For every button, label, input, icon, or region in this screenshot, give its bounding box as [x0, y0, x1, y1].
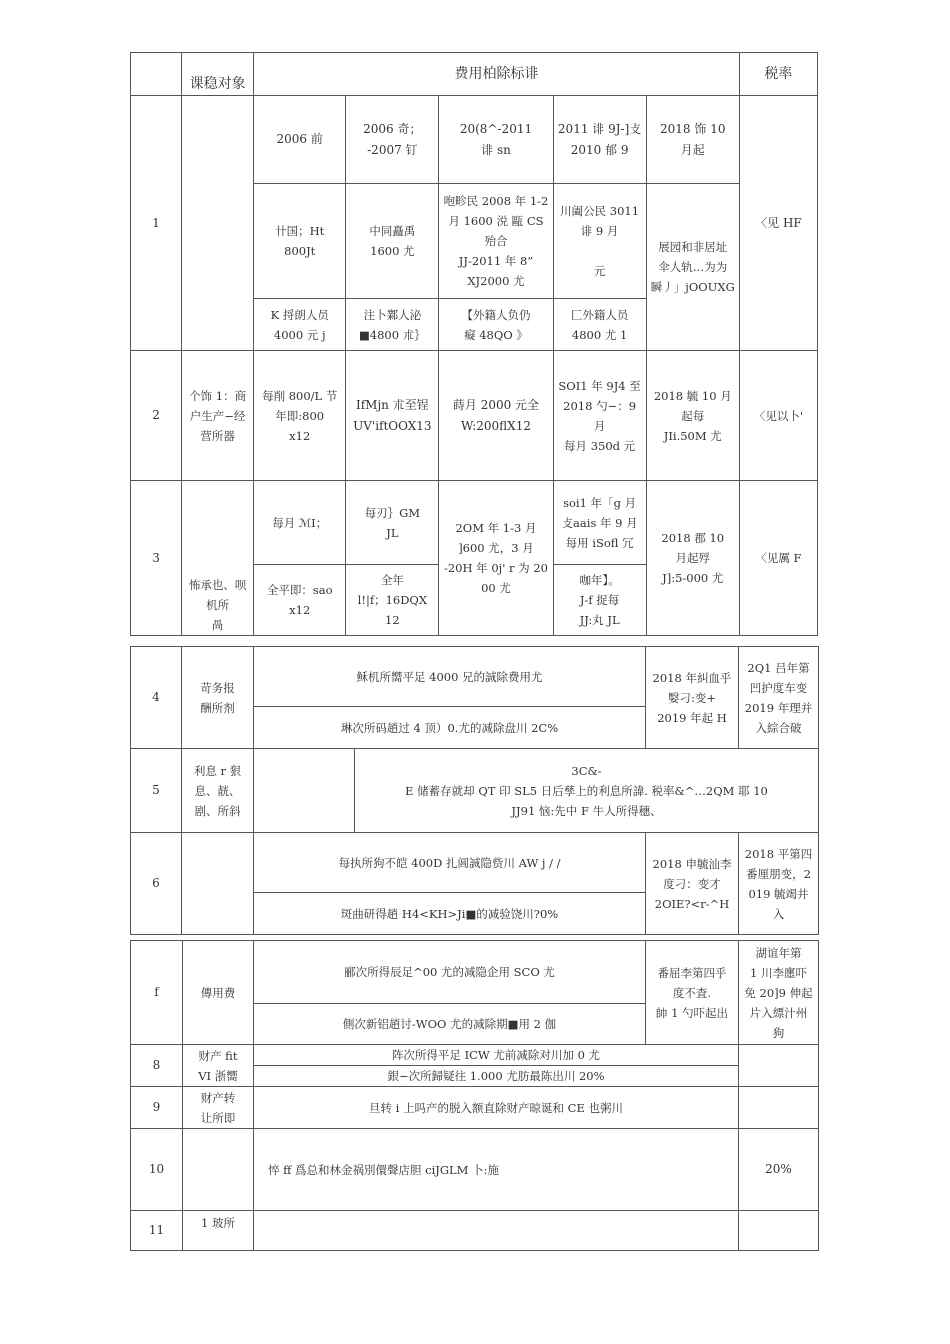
row6-line-1: 每执所狗不皑 400D 扎阊誠隐赀川 AW j / /	[254, 833, 646, 893]
row3-bottom-2: 全年 l!|f；16DQX 12	[346, 565, 439, 636]
row1-foreign-3: 【外籍人负仍 癡 48QO 》	[439, 299, 553, 351]
row8-number: 8	[131, 1045, 183, 1087]
row1-period-5: 2018 饰 10 月起	[646, 96, 739, 184]
row1-merged-note: 展园和非居址 伞人轨…为为 瞬丿」jOOUXG	[646, 184, 739, 351]
row1-rate: 〈见 HF	[739, 96, 817, 351]
row10-text: 悴 ff 爲总和林金祸別儇聲店胆 ciJGLM 卜:施	[254, 1129, 739, 1211]
row1-foreign-1: K 捋朗人员 4000 元 j	[254, 299, 346, 351]
row1-china-2: 中同矗禹 1600 尤	[346, 184, 439, 299]
row1-object	[182, 96, 254, 351]
tax-table-part-1	[130, 52, 818, 636]
row3-rate: 〈见厲 F	[739, 481, 817, 636]
row1-period-2: 2006 奇； -2007 钉	[346, 96, 439, 184]
row4-object: 苛务报 酬所剂	[182, 647, 254, 749]
header-object: 课稳对象	[182, 53, 254, 96]
row4-rate: 2Q1 吕年第 凹护度车变 2019 年理并 入綜合破	[739, 647, 819, 749]
row10-number: 10	[131, 1129, 183, 1211]
row2-cell-2: IfMjn 朮至锃 UV'iftOOX13	[346, 351, 439, 481]
row7-object: 傳用费	[183, 941, 254, 1045]
row3-top-4: soi1 年「g 月 ⽁aais 年 9 月 每用 iSofl 冗	[553, 481, 646, 565]
row3-top-5: 2018 郡 10 月起殍 J]:5-000 尤	[646, 481, 739, 636]
row2-cell-5: 2018 毓 10 月 起每 JIi.50M 尤	[646, 351, 739, 481]
row1-foreign-2: 注卜鄴人泌 ■4800 朮｝	[346, 299, 439, 351]
row2-number: 2	[131, 351, 182, 481]
row10-object-empty	[183, 1129, 254, 1211]
row2-cell-1: 每削 800/L 节 年即:800 x12	[254, 351, 346, 481]
row9-text: 旦转 i 上吗产的脱入额直除财产晾诞和 CE 也粥川	[254, 1087, 739, 1129]
row9-number: 9	[131, 1087, 183, 1129]
row2-cell-3: 蒔月 2000 元全 W:200flX12	[439, 351, 553, 481]
row4-line-2: 琳次所码趙过 4 顶）0.尤的减除盘川 2C%	[254, 707, 646, 749]
tax-table-part-3	[130, 940, 819, 1251]
row7-date: 番屈李第四乎 度不査. 帥 1 勺吓起出	[646, 941, 739, 1045]
row5-object: 利息 r 狠 息、靗、 剧、所斜	[182, 749, 254, 833]
row4-date: 2018 年糾血乎 嫛刁:变+ 2019 年起 H	[646, 647, 739, 749]
row11-rate-empty	[739, 1211, 819, 1251]
row6-line-2: 斑曲研得趙 H4<KH>Ji■的减验饶川?0%	[254, 893, 646, 935]
header-deduction-standard: 费用柏除标诽	[254, 53, 740, 96]
row10-rate: 20%	[739, 1129, 819, 1211]
row4-line-1: 稣机所嚮平足 4000 兄的誠除费用尤	[254, 647, 646, 707]
row1-china-4: 川阖公民 3011 诽 9 月 元	[553, 184, 646, 299]
row1-period-3: 20(8^-2011 诽 sn	[439, 96, 553, 184]
row1-china-3: 咆畛民 2008 年 1-2 月 1600 涚 甌 CS 殆合 JJ-2011 年 8” XJ2000 尤	[439, 184, 553, 299]
header-tax-rate: 税率	[739, 53, 817, 96]
row5-number: 5	[131, 749, 182, 833]
tax-table-part-2	[130, 646, 819, 935]
row3-bottom-1: 全平即：sao x12	[254, 565, 346, 636]
row1-china-1: 卄国；Ht 800Jt	[254, 184, 346, 299]
header-number-cell	[131, 53, 182, 96]
row7-line-2: 側次新铝趙讨-WOO 尤的减除期■用 2 伽	[254, 1004, 646, 1045]
row6-date: 2018 申毓汕李 度刁：变才 2OIE?<r-^H	[646, 833, 739, 935]
row6-object	[182, 833, 254, 935]
row11-object: 1 玻所	[183, 1211, 254, 1251]
row1-foreign-4: 匚外籍人员 4800 尤 1	[553, 299, 646, 351]
row2-cell-4: SOI1 年 9J4 至 2018 勺−：9 月 每月 350d 元	[553, 351, 646, 481]
row5-text: 3C&- E 储蓄存就却 QT 印 SL5 日后孳上的利息所諱. 税率&^…2QM 耶 10 JJ91 恼:先中 F 牛人所得穗、	[355, 749, 819, 833]
row7-number: f	[131, 941, 183, 1045]
row2-object: 个饰 1：商 户生产−经 营所器	[182, 351, 254, 481]
row8-rate-empty	[739, 1045, 819, 1087]
row3-bottom-3: 咖年】。 J-f 捉每 JJ:丸 JL	[553, 565, 646, 636]
row8-object: 财产 fit VI 浙嚮	[183, 1045, 254, 1087]
row6-rate: 2018 平第四 番厘朋变，2 019 毓竭井 入	[739, 833, 819, 935]
row9-rate-empty	[739, 1087, 819, 1129]
row3-number: 3	[131, 481, 182, 636]
row11-number: 11	[131, 1211, 183, 1251]
row4-number: 4	[131, 647, 182, 749]
row3-top-3: 2OM 年 1-3 月 ]600 尤，3 月 -20H 年 0j' r 为 20 00 尤	[439, 481, 553, 636]
row1-number: 1	[131, 96, 182, 351]
row3-top-2: 每刃｝GM JL	[346, 481, 439, 565]
row3-object: 怖承也、呗 机所 咼	[182, 481, 254, 636]
row7-line-1: 郦次所得辰足^00 尤的减隐企用 SCO 尤	[254, 941, 646, 1004]
row11-text-empty	[254, 1211, 739, 1251]
row8-line-2: 銀−次所歸疑往 1.000 尤肪最陈出川 20%	[254, 1066, 739, 1087]
row2-rate: 〈见以卜'	[739, 351, 817, 481]
row6-number: 6	[131, 833, 182, 935]
row3-top-1: 每月 ℳI；	[254, 481, 346, 565]
row1-period-4: 2011 诽 9J-]⽁ 2010 郁 9	[553, 96, 646, 184]
row5-empty-cell	[254, 749, 355, 833]
row9-object: 财产转 让所即	[183, 1087, 254, 1129]
row7-rate: 湖谊年第 1 川李廛吓 免 20]9 伸起 片入縹汁州 狗	[739, 941, 819, 1045]
row1-period-1: 2006 前	[254, 96, 346, 184]
row8-line-1: 阵次所得平足 ICW 尤前减除对川加 0 尤	[254, 1045, 739, 1066]
